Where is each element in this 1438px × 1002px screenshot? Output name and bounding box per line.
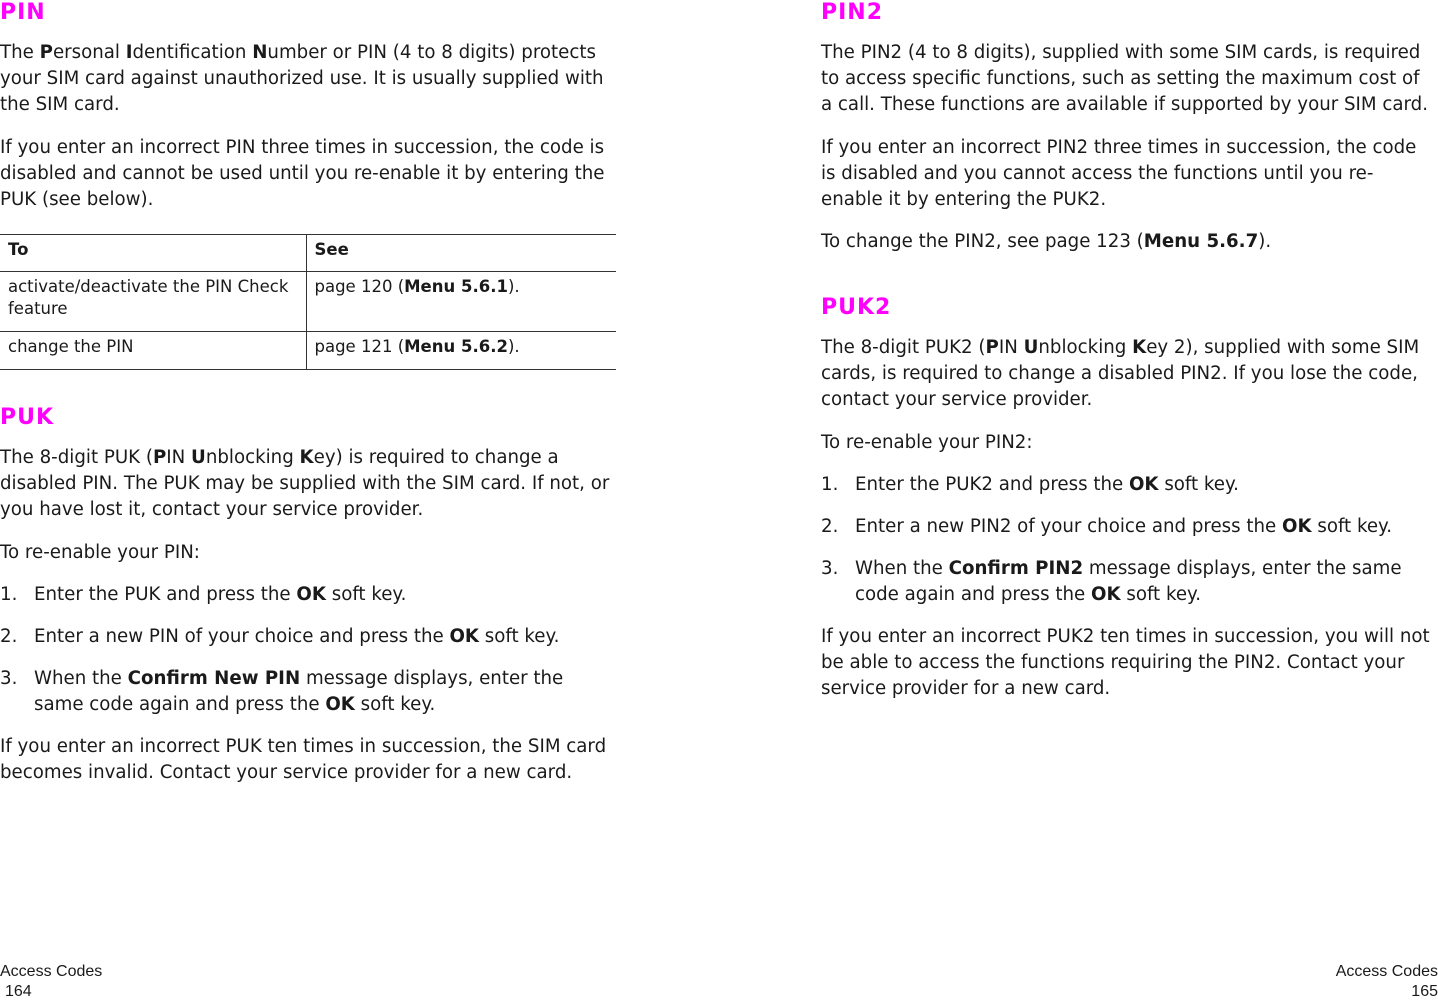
text-run: dentification — [132, 42, 253, 63]
text-run: nblocking — [205, 447, 300, 468]
bold-text: U — [191, 447, 206, 468]
pin2-change-paragraph — [821, 229, 1433, 255]
table-cell-see — [306, 332, 616, 370]
text-run: IN — [998, 337, 1024, 358]
text-run: Enter the PUK2 and press the — [855, 474, 1129, 495]
text-run: Enter the PUK and press the — [34, 584, 297, 605]
pin-disable-paragraph: If you enter an incorrect PIN three times in succession, the code is disabled and cannot be used until you re-enable it by entering the PUK (see below). — [0, 137, 605, 210]
text-run: The 8-digit PUK ( — [0, 447, 153, 468]
text-run: soft key. — [1120, 584, 1201, 605]
list-item — [821, 556, 1433, 608]
puk-intro-paragraph — [0, 445, 616, 523]
footer-title: Access Codes — [1335, 963, 1438, 980]
pin-intro-paragraph — [0, 40, 616, 118]
list-item — [0, 582, 616, 608]
list-item-number: 1. — [0, 584, 18, 605]
left-page — [0, 0, 616, 786]
page-number: 165 — [1411, 983, 1438, 1000]
text-run: umber or PIN (4 to 8 digits) protects your SIM card against unauthorized use. It is usually supplied with the SIM card. — [0, 42, 604, 115]
text-run: Enter a new PIN2 of your choice and press the — [855, 516, 1283, 537]
list-item — [0, 666, 616, 718]
table-cell-to: activate/deactivate the PIN Check feature — [0, 272, 306, 332]
footer-left — [0, 962, 102, 1002]
puk-steps-list — [0, 582, 616, 718]
list-item-number: 2. — [0, 626, 18, 647]
puk-invalid-paragraph: If you enter an incorrect PUK ten times in succession, the SIM card becomes invalid. Contact your service provider for a new card. — [0, 736, 607, 783]
right-page — [821, 0, 1433, 702]
bold-text: OK — [1282, 516, 1312, 537]
bold-text: N — [252, 42, 268, 63]
bold-text: P — [985, 337, 999, 358]
text-run: nblocking — [1038, 337, 1133, 358]
footer-title: Access Codes — [0, 963, 103, 980]
table-cell-see — [306, 272, 616, 332]
table-row — [0, 272, 616, 332]
bold-text: K — [1132, 337, 1147, 358]
table-cell-to: change the PIN — [0, 332, 306, 370]
list-item-number: 1. — [821, 474, 839, 495]
pin2-disable-paragraph: If you enter an incorrect PIN2 three times in succession, the code is disabled and you cannot access the functions until you re-enable it by entering the PUK2. — [821, 137, 1417, 210]
text-run: soft key. — [354, 694, 436, 715]
puk2-warning-paragraph: If you enter an incorrect PUK2 ten times in succession, you will not be able to access the functions requiring the PIN2. Contact your service provider for a new card. — [821, 626, 1430, 699]
puk2-heading: PUK2 — [821, 295, 892, 320]
list-item — [821, 514, 1433, 540]
bold-text: OK — [449, 626, 480, 647]
text-run: message displays, enter the same code again and press the — [855, 558, 1402, 605]
puk-heading: PUK — [0, 405, 55, 430]
text-run: ey) is required to change a disabled PIN. The PUK may be supplied with the SIM card. If not, or you have lost it, contact your service provider. — [0, 447, 610, 520]
list-item — [821, 472, 1433, 498]
bold-text: U — [1023, 337, 1039, 358]
bold-text: OK — [1128, 474, 1159, 495]
bold-text: K — [299, 447, 314, 468]
pin-reference-table — [0, 234, 616, 370]
see-prefix: page 120 ( — [314, 277, 405, 296]
text-run: soft key. — [479, 626, 560, 647]
table-row — [0, 332, 616, 370]
bold-text: Confirm PIN2 — [948, 558, 1084, 579]
text-run: The — [0, 42, 40, 63]
bold-text: Confirm New PIN — [127, 668, 301, 689]
bold-text: OK — [296, 584, 326, 605]
list-item-number: 3. — [821, 558, 839, 579]
bold-text: I — [125, 42, 133, 63]
table-header-row — [0, 235, 616, 272]
bold-text: P — [39, 42, 53, 63]
text-run: The 8-digit PUK2 ( — [821, 337, 986, 358]
pin-heading: PIN — [0, 0, 46, 25]
bold-text: OK — [1091, 584, 1121, 605]
list-item — [0, 624, 616, 650]
puk2-reenable-label: To re-enable your PIN2: — [821, 432, 1033, 453]
text-run: ey 2), supplied with some SIM cards, is required to change a disabled PIN2. If you lose the code, contact your service provider. — [821, 337, 1420, 410]
table-header-to: To — [0, 235, 306, 272]
text-run: message displays, enter the same code again and press the — [34, 668, 564, 715]
text-run: soft key. — [1311, 516, 1392, 537]
text-run: soft key. — [1158, 474, 1239, 495]
puk2-intro-paragraph — [821, 335, 1433, 413]
text-run: To change the PIN2, see page 123 ( — [821, 231, 1144, 252]
table-header-see: See — [306, 235, 616, 272]
puk-reenable-label: To re-enable your PIN: — [0, 542, 200, 563]
see-suffix: ). — [507, 337, 520, 356]
text-run: When the — [34, 668, 128, 689]
see-suffix: ). — [507, 277, 520, 296]
text-run: ersonal — [52, 42, 126, 63]
text-run: soft key. — [325, 584, 407, 605]
page-number: 164 — [5, 983, 32, 1000]
pin2-intro-paragraph: The PIN2 (4 to 8 digits), supplied with some SIM cards, is required to access specific functions, such as setting the maximum cost of a call. These functions are available if supported by your SIM card. — [821, 42, 1428, 115]
text-run: IN — [166, 447, 192, 468]
list-item-number: 2. — [821, 516, 839, 537]
text-run: When the — [855, 558, 949, 579]
bold-text: Menu 5.6.7 — [1143, 231, 1259, 252]
menu-reference: Menu 5.6.1 — [404, 277, 508, 296]
text-run: Enter a new PIN of your choice and press the — [34, 626, 450, 647]
bold-text: OK — [325, 694, 355, 715]
list-item-number: 3. — [0, 668, 18, 689]
text-run: ). — [1258, 231, 1272, 252]
puk2-steps-list — [821, 472, 1433, 608]
bold-text: P — [152, 447, 167, 468]
pin2-heading: PIN2 — [821, 0, 884, 25]
see-prefix: page 121 ( — [314, 337, 405, 356]
menu-reference: Menu 5.6.2 — [404, 337, 508, 356]
footer-right — [1336, 962, 1438, 1002]
